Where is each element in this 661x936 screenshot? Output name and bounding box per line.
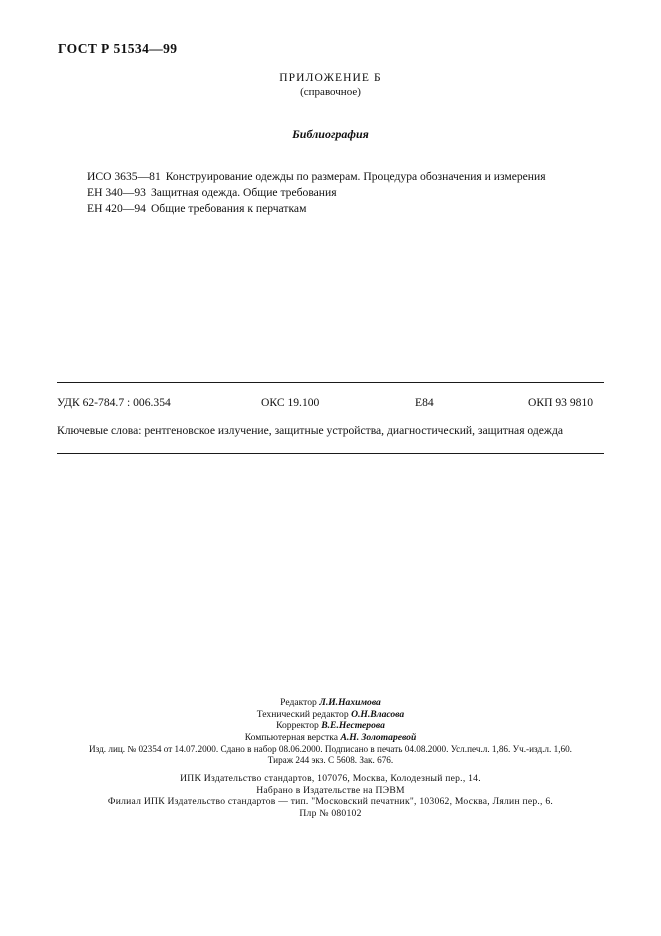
okp-code: ОКП 93 9810 [528, 396, 594, 409]
divider-below-keywords [57, 453, 604, 454]
annex-kind: (справочное) [300, 86, 361, 98]
bibliography-entry-text: Общие требования к перчаткам [150, 202, 307, 215]
standard-number-header: ГОСТ Р 51534—99 [58, 41, 178, 56]
credit-line [0, 720, 661, 732]
bibliography-list [87, 169, 611, 217]
section-title-bibliography: Библиография [292, 127, 369, 141]
credit-person: О.Н.Власова [351, 708, 405, 720]
credit-person: Л.И.Нахимова [319, 697, 381, 708]
annex-title: ПРИЛОЖЕНИЕ Б [279, 72, 382, 84]
bibliography-entry-text: Защитная одежда. Общие требования [150, 186, 337, 199]
group-code: Е84 [415, 396, 434, 409]
keywords-line: Ключевые слова: рентгеновское излучение, защитные устройства, диагностический, защитная одежда [57, 424, 563, 437]
classification-row [57, 396, 604, 412]
bibliography-entry-ref: ЕН 420—94 [87, 202, 146, 215]
publisher-line: Набрано в Издательстве на ПЭВМ [256, 784, 405, 796]
editorial-credits [0, 697, 661, 743]
bibliography-entry [87, 185, 611, 201]
publisher-line: ИПК Издательство стандартов, 107076, Москва, Колодезный пер., 14. [180, 773, 481, 784]
publisher-line: Плр № 080102 [299, 807, 362, 819]
bibliography-entry [87, 169, 611, 185]
udk-code: УДК 62-784.7 : 006.354 [57, 396, 171, 409]
credit-line [0, 709, 661, 721]
credit-line [0, 697, 661, 709]
bibliography-entry-ref: ЕН 340—93 [87, 186, 146, 199]
credit-role: Технический редактор [256, 708, 349, 720]
annex-heading-block [0, 72, 661, 98]
print-info-line: Тираж 244 экз. С 5608. Зак. 676. [267, 755, 394, 766]
divider-above-classification [57, 382, 604, 383]
bibliography-entry-ref: ИСО 3635—81 [87, 170, 161, 183]
credit-person: А.Н. Золотаревой [340, 731, 417, 743]
publisher-line: Филиал ИПК Издательство стандартов — тип. "Московский печатник", 103062, Москва, Лялин пер., 6. [107, 796, 554, 808]
credit-role: Компьютерная верстка [244, 731, 339, 743]
bibliography-entry-text: Конструирование одежды по размерам. Процедура обозначения и измерения [165, 170, 546, 183]
print-info-line: Изд. лиц. № 02354 от 14.07.2000. Сдано в набор 08.06.2000. Подписано в печать 04.08.2000. Усл.печ.л. 1,86. Уч.-изд.л. 1,60. [89, 744, 572, 754]
credit-role: Корректор [276, 720, 319, 732]
bibliography-entry [87, 201, 611, 217]
oks-code: ОКС 19.100 [261, 396, 320, 409]
credit-line [0, 732, 661, 744]
publisher-block [0, 773, 661, 819]
print-info-block [0, 744, 661, 767]
credit-role: Редактор [280, 697, 317, 708]
credit-person: В.Е.Нестерова [321, 720, 385, 732]
